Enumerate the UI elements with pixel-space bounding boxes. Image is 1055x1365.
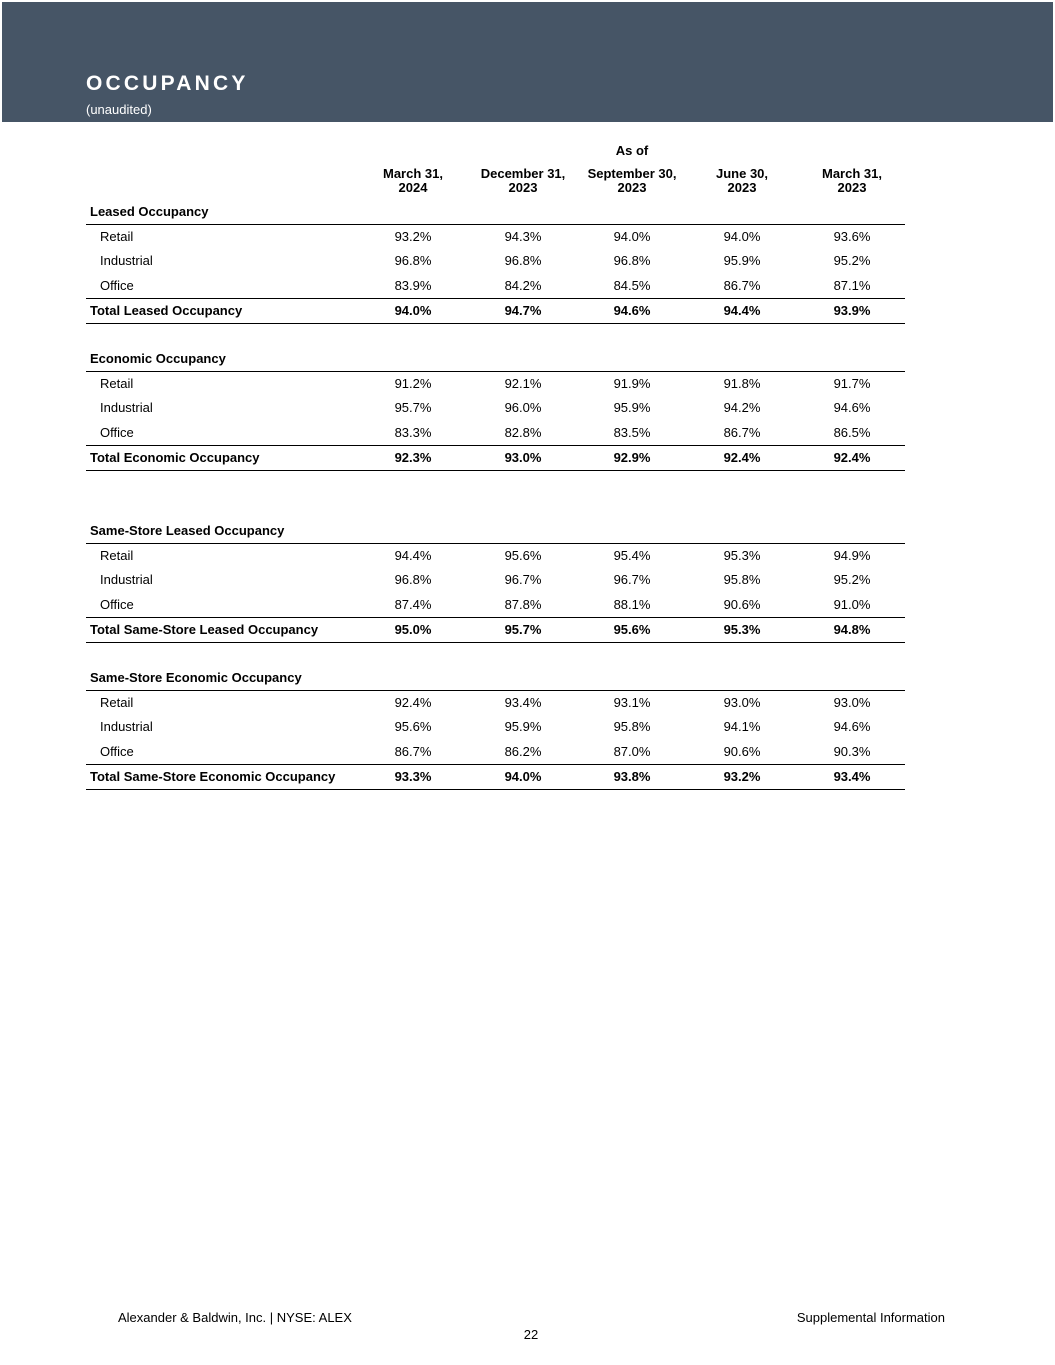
cell-value: 83.3%	[394, 424, 432, 440]
row-label: Industrial	[100, 253, 153, 268]
cell-value: 93.2%	[394, 228, 432, 244]
cell-value: 93.0%	[723, 694, 761, 710]
total-row	[86, 298, 905, 324]
section-header	[86, 519, 905, 544]
column-header: March 31, 2023	[822, 166, 882, 195]
cell-value: 86.2%	[504, 743, 542, 759]
cell-value: 95.3%	[723, 622, 761, 637]
total-row	[86, 445, 905, 471]
cell-value: 94.2%	[723, 400, 761, 415]
cell-value: 92.9%	[613, 450, 651, 465]
cell-value: 96.8%	[394, 253, 432, 268]
row-label: Total Same-Store Economic Occupancy	[90, 769, 336, 784]
section-header	[86, 347, 905, 372]
table-row	[86, 568, 905, 592]
row-label: Industrial	[100, 400, 153, 415]
table-row	[86, 593, 905, 617]
cell-value: 93.0%	[833, 694, 871, 710]
cell-value: 95.9%	[613, 400, 651, 415]
cell-value: 93.9%	[833, 303, 871, 318]
cell-value: 95.6%	[504, 547, 542, 563]
section-header	[86, 200, 905, 225]
row-label: Total Leased Occupancy	[90, 303, 243, 318]
cell-value: 93.3%	[394, 769, 432, 784]
page-header	[2, 2, 1053, 122]
page-title: OCCUPANCY	[86, 72, 249, 95]
row-label: Same-Store Leased Occupancy	[90, 523, 285, 538]
cell-value: 93.6%	[833, 228, 871, 244]
row-label: Retail	[100, 228, 134, 244]
cell-value: 86.7%	[723, 424, 761, 440]
cell-value: 93.2%	[723, 769, 761, 784]
cell-value: 92.4%	[394, 694, 432, 710]
cell-value: 91.8%	[723, 375, 761, 391]
row-label: Retail	[100, 694, 134, 710]
cell-value: 94.4%	[723, 303, 761, 318]
cell-value: 94.4%	[394, 547, 432, 563]
cell-value: 96.7%	[504, 572, 542, 587]
column-header: September 30, 2023	[587, 166, 677, 195]
cell-value: 93.0%	[504, 450, 542, 465]
cell-value: 96.8%	[394, 572, 432, 587]
cell-value: 91.2%	[394, 375, 432, 391]
cell-value: 95.2%	[833, 572, 871, 587]
cell-value: 92.4%	[833, 450, 871, 465]
footer-company: Alexander & Baldwin, Inc. | NYSE: ALEX	[118, 1310, 352, 1325]
cell-value: 95.0%	[394, 622, 432, 637]
cell-value: 94.3%	[504, 228, 542, 244]
cell-value: 90.3%	[833, 743, 871, 759]
cell-value: 94.6%	[613, 303, 651, 318]
cell-value: 93.4%	[504, 694, 542, 710]
row-label: Same-Store Economic Occupancy	[90, 670, 302, 685]
cell-value: 82.8%	[504, 424, 542, 440]
cell-value: 84.5%	[613, 277, 651, 293]
as-of-label: As of	[615, 143, 649, 158]
cell-value: 95.9%	[723, 253, 761, 268]
cell-value: 94.8%	[833, 622, 871, 637]
cell-value: 86.7%	[394, 743, 432, 759]
cell-value: 95.8%	[723, 572, 761, 587]
section-header	[86, 666, 905, 691]
table-row	[86, 691, 905, 715]
cell-value: 95.8%	[613, 719, 651, 734]
cell-value: 95.6%	[613, 622, 651, 637]
row-label: Total Same-Store Leased Occupancy	[90, 622, 319, 637]
cell-value: 90.6%	[723, 596, 761, 612]
cell-value: 96.7%	[613, 572, 651, 587]
table-row	[86, 225, 905, 249]
cell-value: 92.4%	[723, 450, 761, 465]
row-label: Leased Occupancy	[90, 204, 209, 219]
row-label: Retail	[100, 547, 134, 563]
cell-value: 94.7%	[504, 303, 542, 318]
table-row	[86, 396, 905, 420]
cell-value: 94.0%	[723, 228, 761, 244]
cell-value: 86.5%	[833, 424, 871, 440]
cell-value: 94.9%	[833, 547, 871, 563]
table-row	[86, 715, 905, 739]
row-label: Economic Occupancy	[90, 351, 226, 366]
cell-value: 95.6%	[394, 719, 432, 734]
footer-doc-type: Supplemental Information	[796, 1310, 945, 1325]
cell-value: 95.7%	[394, 400, 432, 415]
cell-value: 92.3%	[394, 450, 432, 465]
cell-value: 94.6%	[833, 400, 871, 415]
row-label: Office	[100, 424, 134, 440]
table-row	[86, 249, 905, 273]
row-label: Industrial	[100, 719, 153, 734]
cell-value: 91.9%	[613, 375, 651, 391]
cell-value: 94.0%	[613, 228, 651, 244]
row-label: Office	[100, 743, 134, 759]
cell-value: 87.4%	[394, 596, 432, 612]
cell-value: 95.3%	[723, 547, 761, 563]
cell-value: 94.1%	[723, 719, 761, 734]
row-label: Retail	[100, 375, 134, 391]
cell-value: 93.8%	[613, 769, 651, 784]
page-number: 22	[523, 1327, 539, 1342]
column-header: June 30, 2023	[715, 166, 769, 195]
cell-value: 83.9%	[394, 277, 432, 293]
cell-value: 96.8%	[504, 253, 542, 268]
cell-value: 95.9%	[504, 719, 542, 734]
cell-value: 88.1%	[613, 596, 651, 612]
table-row	[86, 421, 905, 445]
cell-value: 84.2%	[504, 277, 542, 293]
column-header: March 31, 2024	[383, 166, 443, 195]
cell-value: 95.2%	[833, 253, 871, 268]
table-row	[86, 740, 905, 764]
cell-value: 96.8%	[613, 253, 651, 268]
cell-value: 94.0%	[394, 303, 432, 318]
cell-value: 94.0%	[504, 769, 542, 784]
cell-value: 93.1%	[613, 694, 651, 710]
cell-value: 95.4%	[613, 547, 651, 563]
row-label: Office	[100, 596, 134, 612]
cell-value: 90.6%	[723, 743, 761, 759]
row-label: Industrial	[100, 572, 153, 587]
column-header: December 31, 2023	[480, 166, 566, 195]
cell-value: 87.1%	[833, 277, 871, 293]
cell-value: 95.7%	[504, 622, 542, 637]
table-row	[86, 274, 905, 298]
row-label: Office	[100, 277, 134, 293]
cell-value: 86.7%	[723, 277, 761, 293]
cell-value: 92.1%	[504, 375, 542, 391]
table-row	[86, 544, 905, 568]
cell-value: 94.6%	[833, 719, 871, 734]
cell-value: 91.7%	[833, 375, 871, 391]
total-row	[86, 764, 905, 790]
cell-value: 96.0%	[504, 400, 542, 415]
cell-value: 87.8%	[504, 596, 542, 612]
cell-value: 91.0%	[833, 596, 871, 612]
cell-value: 83.5%	[613, 424, 651, 440]
row-label: Total Economic Occupancy	[90, 450, 260, 465]
page-subtitle: (unaudited)	[86, 102, 152, 117]
cell-value: 93.4%	[833, 769, 871, 784]
total-row	[86, 617, 905, 643]
cell-value: 87.0%	[613, 743, 651, 759]
table-row	[86, 372, 905, 396]
